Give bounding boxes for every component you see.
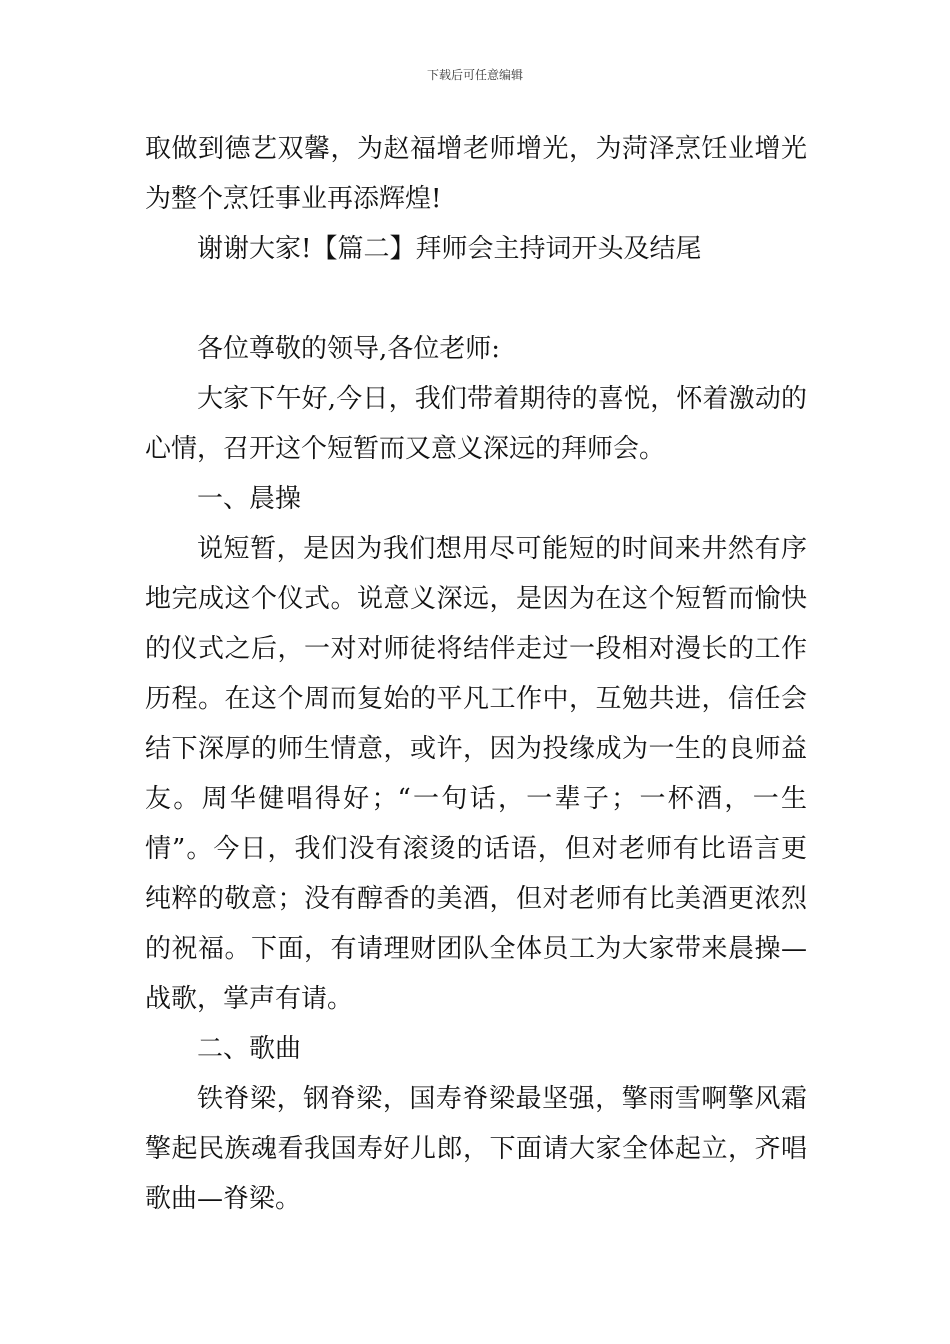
paragraph-continuation: 取做到德艺双馨，为赵福增老师增光，为菏泽烹饪业增光为整个烹饪事业再添辉煌!: [145, 134, 807, 214]
paragraph-greeting: 大家下午好,今日，我们带着期待的喜悦，怀着激动的心情，召开这个短暂而又意义深远的拜师会。: [145, 384, 807, 464]
document-body: [145, 124, 807, 1224]
paragraph-salutation: 各位尊敬的领导,各位老师:: [197, 334, 501, 364]
paragraph-song-intro: 铁脊梁，钢脊梁，国寿脊梁最坚强，擎雨雪啊擎风霜擎起民族魂看我国寿好儿郎，下面请大家全体起立，齐唱歌曲—脊梁。: [145, 1084, 807, 1214]
paragraph-ceremony-meaning: 说短暂，是因为我们想用尽可能短的时间来井然有序地完成这个仪式。说意义深远，是因为在这个短暂而愉快的仪式之后，一对对师徒将结伴走过一段相对漫长的工作历程。在这个周而复始的平凡工作中，互勉共进，信任会结下深厚的师生情意，或许，因为投缘成为一生的良师益友。周华健唱得好；“一句话，一辈子；一杯酒，一生情”。今日，我们没有滚烫的话语，但对老师有比语言更纯粹的敬意；没有醇香的美酒，但对老师有比美酒更浓烈的祝福。下面，有请理财团队全体员工为大家带来晨操—战歌，掌声有请。: [145, 534, 807, 1014]
page-header: 下载后可任意编辑: [426, 68, 523, 82]
section-heading-morning-exercise: 一、晨操: [197, 484, 302, 514]
paragraph-thanks-and-title: 谢谢大家!【篇二】拜师会主持词开头及结尾: [197, 234, 702, 264]
blank-line: [145, 274, 807, 324]
section-heading-song: 二、歌曲: [197, 1034, 302, 1064]
